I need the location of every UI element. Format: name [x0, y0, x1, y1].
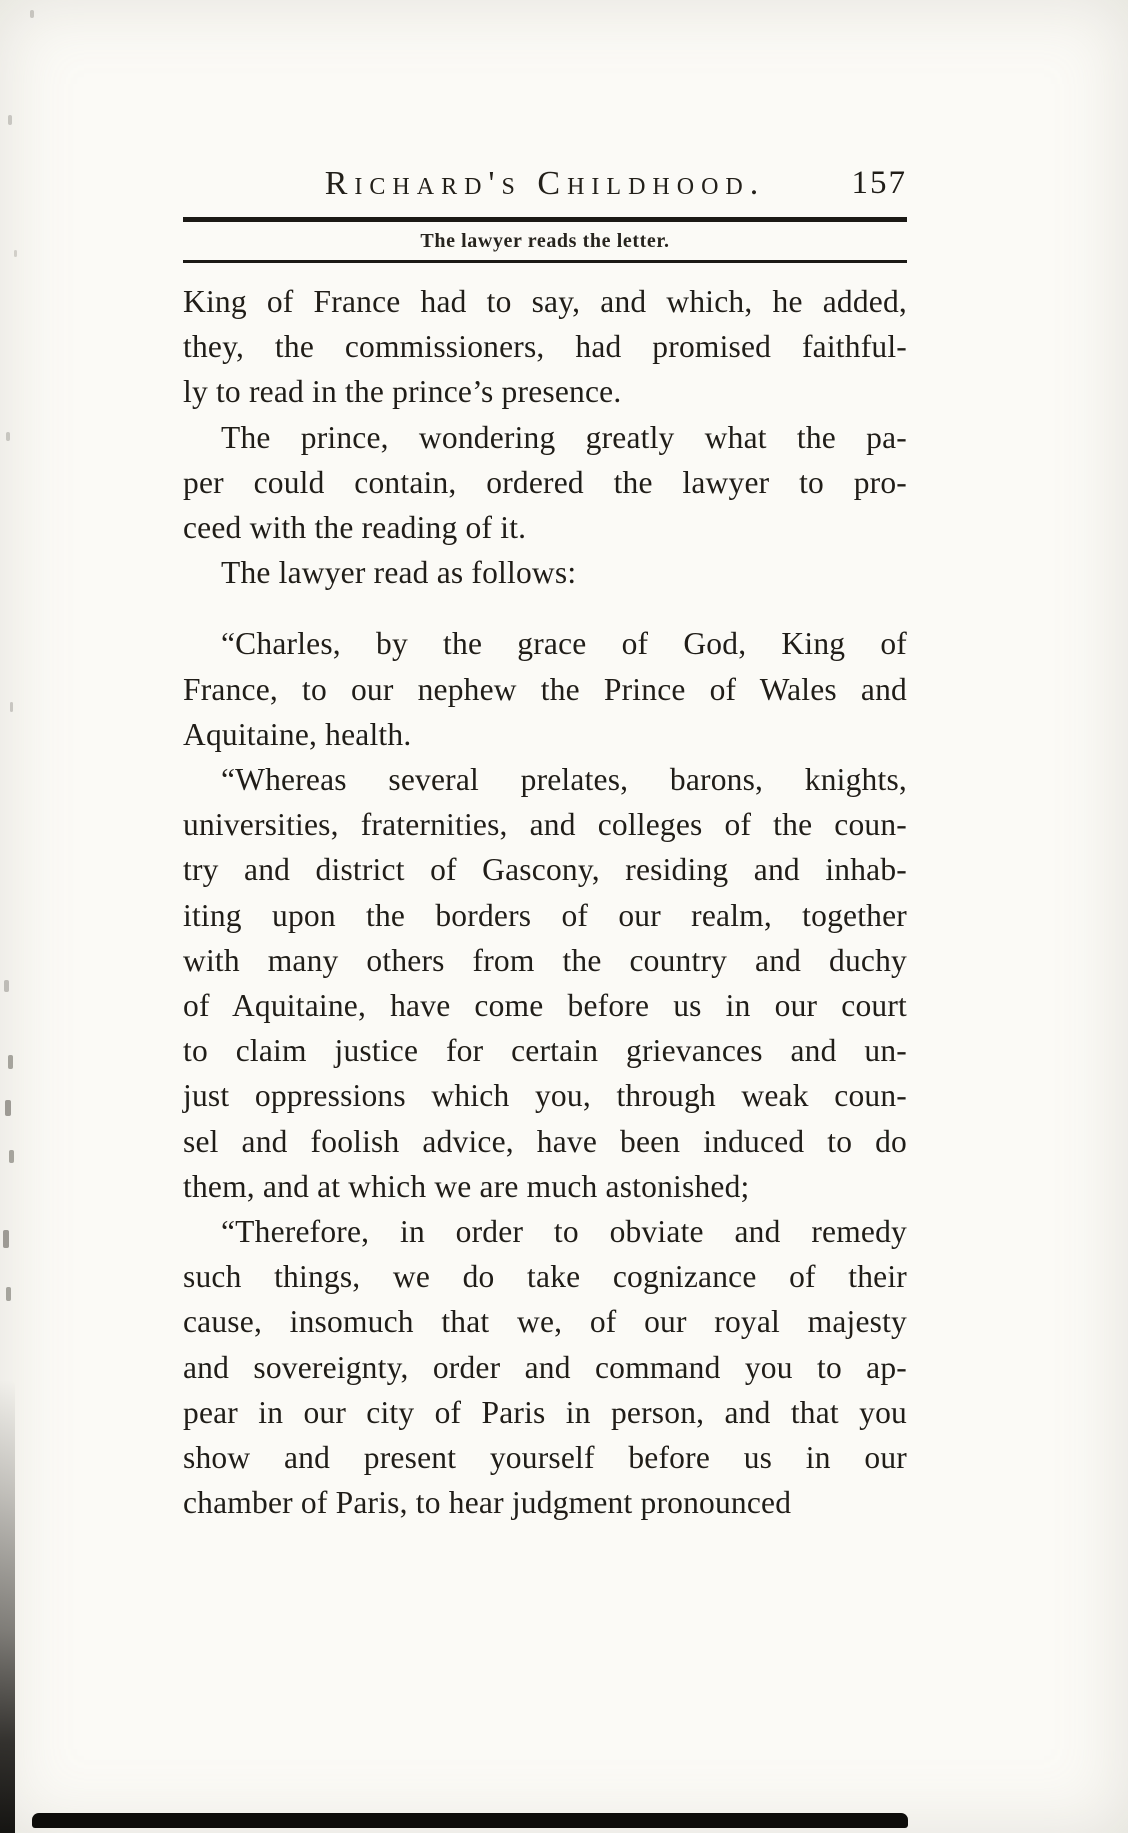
paragraph — [183, 621, 907, 757]
text-line: and sovereignty, order and command you to ap- — [183, 1349, 907, 1385]
text-line: “Charles, by the grace of God, King of — [221, 626, 907, 662]
scan-smudge-left-edge — [0, 1380, 15, 1833]
text-line: cause, insomuch that we, of our royal majesty — [183, 1304, 907, 1340]
text-line: universities, fraternities, and colleges of the coun- — [183, 807, 907, 843]
text-line: ceed with the reading of it. — [183, 510, 527, 546]
scan-artifact-bottom-bar — [32, 1813, 908, 1828]
scan-speck — [14, 250, 17, 257]
running-head: The lawyer reads the letter. — [420, 230, 670, 252]
paragraph — [183, 415, 907, 551]
text-line: sel and foolish advice, have been induced to do — [183, 1123, 907, 1159]
page-number: 157 — [851, 165, 907, 201]
text-line: pear in our city of Paris in person, and that you — [183, 1394, 907, 1430]
text-line: “Whereas several prelates, barons, knights, — [221, 762, 907, 798]
scan-speck — [6, 432, 10, 441]
paragraph — [183, 757, 907, 1209]
text-line: ly to read in the prince’s presence. — [183, 374, 622, 410]
text-line: The lawyer read as follows: — [221, 555, 577, 591]
text-line: they, the commissioners, had promised faithful- — [183, 329, 907, 365]
text-line: Aquitaine, health. — [183, 716, 412, 752]
page-body — [183, 279, 907, 1525]
scan-speck — [30, 10, 34, 18]
text-line: try and district of Gascony, residing and inhab- — [183, 852, 907, 888]
text-line: King of France had to say, and which, he added, — [183, 284, 907, 319]
text-line: iting upon the borders of our realm, together — [183, 897, 907, 933]
scan-speck — [6, 1287, 11, 1301]
text-line: such things, we do take cognizance of their — [183, 1259, 907, 1295]
page-header — [183, 165, 907, 207]
text-line: per could contain, ordered the lawyer to pro- — [183, 464, 907, 500]
chapter-title: Richard's Childhood. — [324, 165, 766, 202]
text-line: show and present yourself before us in our — [183, 1440, 907, 1476]
text-line: chamber of Paris, to hear judgment pronounced — [183, 1485, 792, 1521]
scan-speck — [5, 1100, 11, 1116]
scan-speck — [4, 980, 9, 992]
scan-speck — [8, 115, 12, 125]
divider-rule-thick — [183, 217, 907, 222]
text-line: just oppressions which you, through weak coun- — [183, 1078, 907, 1114]
text-line: with many others from the country and duchy — [183, 942, 907, 978]
scan-speck — [3, 1230, 9, 1248]
paragraph — [183, 1209, 907, 1525]
paragraph — [183, 550, 907, 595]
text-line: them, and at which we are much astonished; — [183, 1168, 750, 1204]
text-line: France, to our nephew the Prince of Wales and — [183, 671, 907, 707]
scan-speck — [8, 1055, 13, 1069]
divider-rule-thin — [183, 260, 907, 263]
text-line: “Therefore, in order to obviate and remedy — [221, 1214, 907, 1250]
scan-speck — [10, 702, 13, 712]
text-line: to claim justice for certain grievances and un- — [183, 1033, 907, 1069]
text-line: The prince, wondering greatly what the pa- — [221, 419, 907, 455]
paragraph — [183, 279, 907, 415]
scan-speck — [9, 1150, 14, 1163]
text-line: of Aquitaine, have come before us in our court — [183, 988, 907, 1024]
